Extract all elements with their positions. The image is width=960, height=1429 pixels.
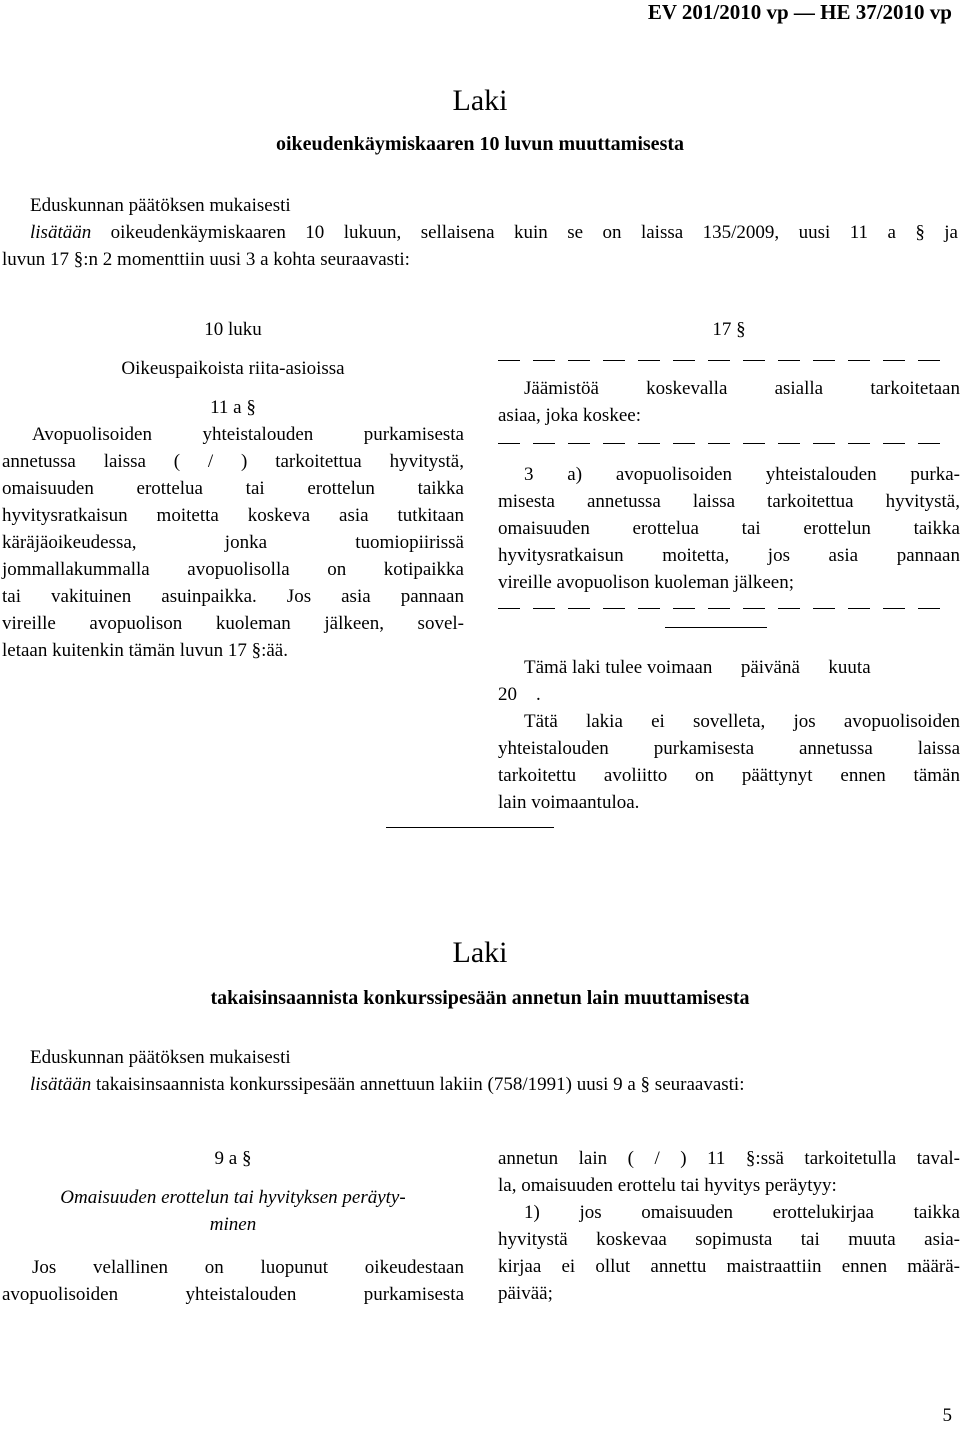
transition-line: Tätä lakia ei sovelleta, jos avopuolisoiden [524,711,960,732]
omission-dash [813,443,835,444]
omission-dash [603,360,625,361]
law2-right-column [498,1145,960,1307]
omission-dash [778,443,800,444]
omission-dash [743,608,765,609]
entry-into-force-line: Tämä laki tulee voimaan päivänä kuuta [524,657,871,678]
section-11a-line: hyvitysratkaisun moitetta koskeva asia tutkitaan [2,505,464,526]
section-17-line: vireille avopuolison kuoleman jälkeen; [498,572,795,593]
omission-dash [778,360,800,361]
section-divider [386,827,554,828]
transition-line: yhteistalouden purkamisesta annetussa laissa [498,738,960,759]
omission-dash [533,360,555,361]
law2-subtitle: takaisinsaannista konkurssipesään annetun lain muuttamisesta [210,987,750,1009]
section-11a-line: letaan kuitenkin tämän luvun 17 §:ää. [2,640,288,661]
omission-dash [673,360,695,361]
omission-dash [568,360,590,361]
section-11a-line: Avopuolisoiden yhteistalouden purkamisesta [32,424,464,445]
law2-left-column [2,1145,464,1308]
omission-dash [778,608,800,609]
omission-dash [498,443,520,444]
omission-dash [883,443,905,444]
section-17-heading: 17 § [712,319,746,340]
law1-intro-line1: Eduskunnan päätöksen mukaisesti [30,195,291,216]
omission-dash [533,608,555,609]
page-number: 5 [942,1405,952,1426]
law2-intro-line1: Eduskunnan päätöksen mukaisesti [30,1047,291,1068]
omission-dash [918,608,940,609]
omission-dash [638,608,660,609]
omission-dash [568,443,590,444]
section-11a-line: tai vakituinen asuinpaikka. Jos asia pannaan [2,586,464,607]
section-17-line: 3 a) avopuolisoiden yhteistalouden purka- [524,464,960,485]
section-17-line: asiaa, joka koskee: [498,405,641,426]
omission-dash [813,360,835,361]
section-17-line: Jäämistöä koskevalla asialla tarkoitetaan [524,378,960,399]
section-9a-line: Jos velallinen on luopunut oikeudestaan [32,1257,464,1278]
law1-right-column [498,316,960,816]
omission-dash [498,360,520,361]
omission-dash [708,360,730,361]
omission-dash [708,443,730,444]
chapter-heading: 10 luku [204,319,262,340]
document-reference: EV 201/2010 vp — HE 37/2010 vp [647,0,952,24]
law1-title: Laki [452,84,508,117]
section-17-line: misesta annetussa laissa tarkoitettua hyvitystä, [498,491,960,512]
law2-title: Laki [452,936,508,969]
omission-dash [568,608,590,609]
signature-rule [665,627,767,628]
entry-into-force-line: 20 . [498,684,541,705]
omission-dash [883,360,905,361]
omission-dash [498,608,520,609]
section-17-line: hyvitysratkaisun moitetta, jos asia pannaan [498,545,960,566]
section-9a-line: annetun lain ( / ) 11 §:ssä tarkoitetulla taval- [498,1148,960,1169]
section-9a-line: avopuolisoiden yhteistalouden purkamisesta [2,1284,464,1305]
omission-dash [848,608,870,609]
law2-intro-line2: lisätään takaisinsaannista konkurssipesään annettuun lakiin (758/1991) uusi 9 a § seuraavasti: [30,1074,745,1095]
omission-dash [638,360,660,361]
omission-dash [673,608,695,609]
omission-dash [848,360,870,361]
section-9a-title: Omaisuuden erottelun tai hyvityksen peräyty- [60,1187,406,1208]
omission-dash [743,443,765,444]
omission-dash [673,443,695,444]
section-9a-line: hyvitystä koskevaa sopimusta tai muuta asia- [498,1229,960,1250]
section-11a-line: omaisuuden erottelua tai erottelun taikka [2,478,464,499]
omission-dash [638,443,660,444]
omission-dash [813,608,835,609]
transition-line: tarkoitettu avoliitto on päättynyt ennen tämän [498,765,960,786]
law1-left-column [2,316,464,664]
section-11a-line: vireille avopuolison kuoleman jälkeen, sovel- [2,613,464,634]
section-11a-heading: 11 a § [210,397,256,418]
omission-dash [603,608,625,609]
section-11a-line: annetussa laissa ( / ) tarkoitettua hyvitystä, [2,451,464,472]
section-11a-line: jommallakummalla avopuolisolla on kotipaikka [2,559,464,580]
section-9a-line: la, omaisuuden erottelu tai hyvitys peräytyy: [498,1175,837,1196]
omission-dash [603,443,625,444]
section-9a-line: 1) jos omaisuuden erottelukirjaa taikka [524,1202,960,1223]
transition-line: lain voimaantuloa. [498,792,640,813]
omission-dash [918,443,940,444]
section-9a-line: kirjaa ei ollut annettu maistraattiin ennen määrä- [498,1256,960,1277]
omission-dash [848,443,870,444]
omission-dash [883,608,905,609]
omission-dash [743,360,765,361]
chapter-title: Oikeuspaikoista riita-asioissa [121,358,345,379]
law1-intro-line2: lisätään oikeudenkäymiskaaren 10 lukuun, sellaisena kuin se on laissa 135/2009, uusi 11 a § ja [30,222,958,243]
section-11a-line: käräjäoikeudessa, jonka tuomiopiirissä [2,532,464,553]
law1-intro-line3: luvun 17 §:n 2 momenttiin uusi 3 a kohta seuraavasti: [2,249,410,270]
law1-subtitle: oikeudenkäymiskaaren 10 luvun muuttamisesta [275,133,685,155]
section-9a-line: päivää; [498,1283,553,1304]
section-9a-title: minen [209,1214,257,1235]
omission-dash [708,608,730,609]
section-9a-heading: 9 a § [214,1148,252,1169]
omission-dash [533,443,555,444]
section-17-line: omaisuuden erottelua tai erottelun taikka [498,518,960,539]
omission-dash [918,360,940,361]
